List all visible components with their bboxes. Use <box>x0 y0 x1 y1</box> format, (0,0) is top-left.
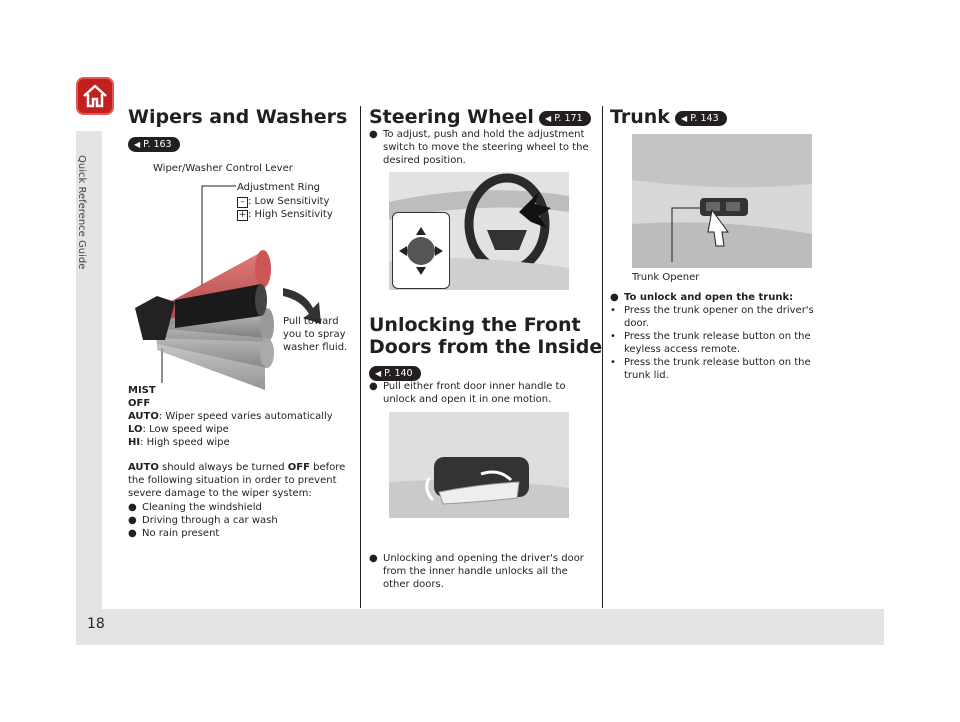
trunk-instructions <box>610 291 835 382</box>
trunk-heading <box>610 106 727 128</box>
mode-mist: MIST <box>128 385 156 396</box>
home-icon <box>81 82 109 110</box>
list-item: ● Cleaning the windshield <box>128 502 262 513</box>
trunk-opener-caption: Trunk Opener <box>632 272 700 283</box>
list-item: • Press the trunk opener on the driver's door. <box>610 305 814 329</box>
unlocking-page-ref[interactable]: ◀ P. 140 <box>369 363 421 382</box>
wiper-modes <box>128 384 333 449</box>
steering-heading <box>369 106 591 128</box>
steering-text: ● To adjust, push and hold the adjustment switch to move the steering wheel to the desired position. <box>369 129 589 166</box>
pull-toward-label: Pull toward you to spray washer fluid. <box>283 316 348 353</box>
low-sensitivity-row: – : Low Sensitivity <box>237 195 329 208</box>
list-item: • Press the trunk release button on the trunk lid. <box>610 357 811 381</box>
footer-bar <box>76 609 884 645</box>
adjustment-ring-label: Adjustment Ring <box>237 182 321 193</box>
control-lever-label: Wiper/Washer Control Lever <box>153 163 293 174</box>
unlocking-title-line2: Doors from the Inside <box>369 336 603 358</box>
unlocking-title-line1: Unlocking the Front <box>369 314 581 336</box>
door-handle-illustration <box>389 412 569 518</box>
list-item: ● Driving through a car wash <box>128 515 278 526</box>
wiper-bullets <box>128 501 353 540</box>
steering-title: Steering Wheel <box>369 106 534 128</box>
mode-auto: AUTO: Wiper speed varies automatically <box>128 411 333 422</box>
wipers-title: Wipers and Washers <box>128 106 348 128</box>
wipers-page-ref[interactable]: ◀ P. 163 <box>128 134 180 153</box>
steering-page-ref[interactable]: ◀ P. 171 <box>539 111 591 126</box>
unlocking-text-2: ● Unlocking and opening the driver's door from the inner handle unlocks all the other doors. <box>369 553 584 590</box>
column-divider <box>360 106 361 608</box>
list-item: • Press the trunk release button on the keyless access remote. <box>610 331 811 355</box>
high-sensitivity-row: + : High Sensitivity <box>238 209 333 220</box>
mode-lo: LO: Low speed wipe <box>128 424 229 435</box>
home-button[interactable] <box>76 77 114 115</box>
page-number: 18 <box>87 616 105 632</box>
auto-warning-note: AUTO should always be turned OFF before the following situation in order to prevent severe damage to the wiper system: <box>128 462 346 499</box>
adjust-arrows-icon <box>393 213 449 288</box>
trunk-leader-line <box>632 200 702 270</box>
unlocking-heading <box>369 314 602 358</box>
mode-off: OFF <box>128 398 151 409</box>
trunk-title: Trunk <box>610 106 670 128</box>
unlocking-text-1: ● Pull either front door inner handle to unlock and open it in one motion. <box>369 381 566 405</box>
adjust-switch-inset <box>392 212 450 289</box>
trunk-page-ref[interactable]: ◀ P. 143 <box>675 111 727 126</box>
list-item: ● No rain present <box>128 528 220 539</box>
side-label: Quick Reference Guide <box>76 155 87 270</box>
mode-hi: HI: High speed wipe <box>128 437 230 448</box>
trunk-heading-item: ● To unlock and open the trunk: <box>610 292 794 303</box>
